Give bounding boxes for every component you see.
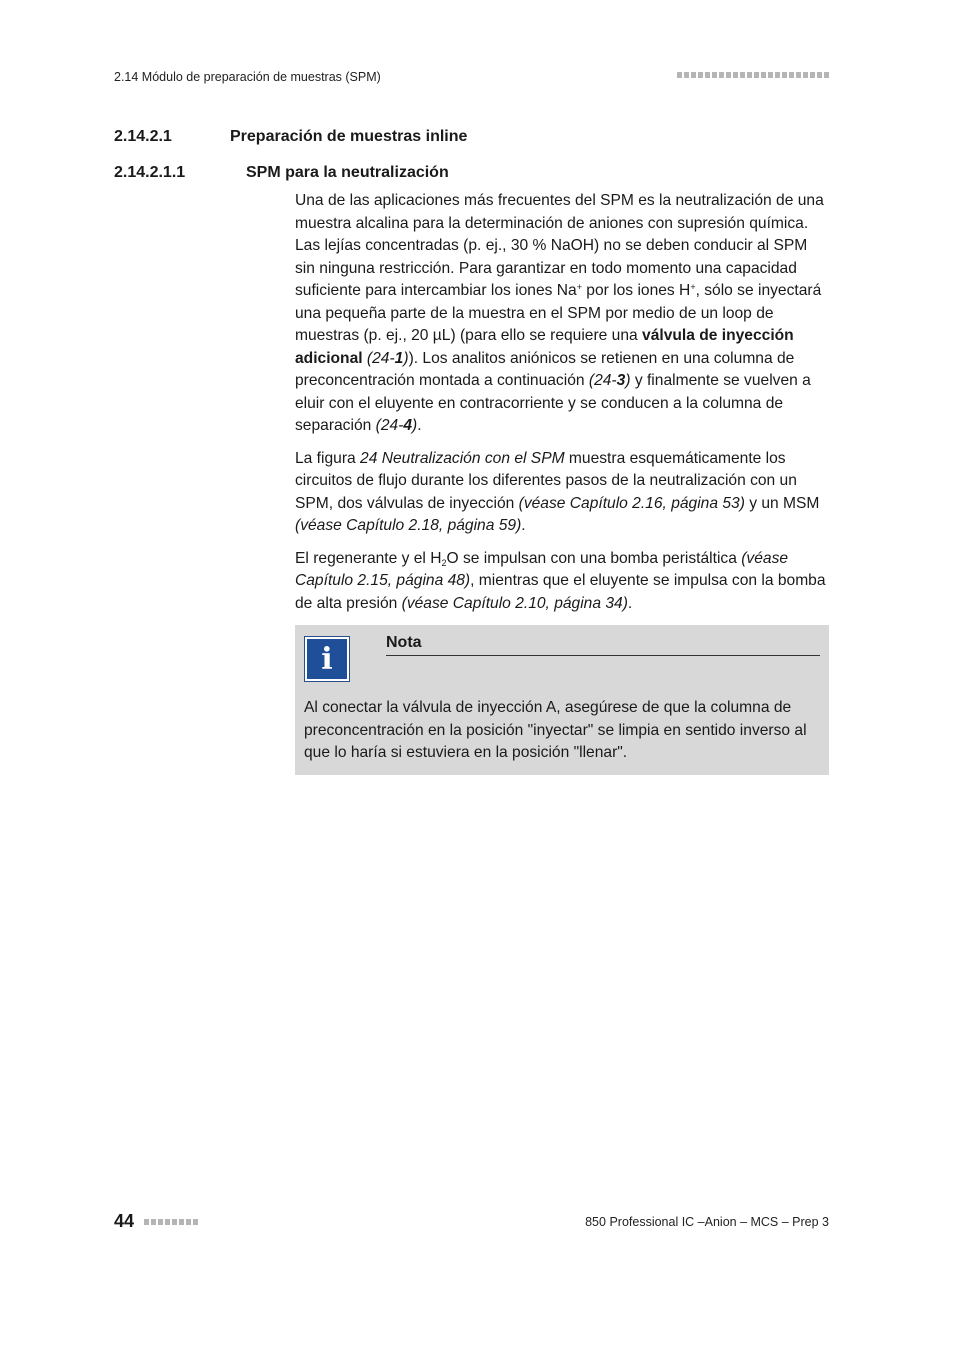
dot-square	[691, 72, 696, 78]
figure-ref-link[interactable]: (24-1)	[362, 349, 409, 367]
dot-square	[817, 72, 822, 78]
dot-square	[712, 72, 717, 78]
dot-square	[754, 72, 759, 78]
dot-square	[747, 72, 752, 78]
document-title: 850 Professional IC –Anion – MCS – Prep 3	[585, 1215, 829, 1229]
dot-square	[158, 1219, 163, 1225]
dot-square	[144, 1219, 149, 1225]
dot-square	[186, 1219, 191, 1225]
dot-square	[172, 1219, 177, 1225]
dot-square	[719, 72, 724, 78]
subsection-title: SPM para la neutralización	[246, 164, 449, 181]
dot-square	[768, 72, 773, 78]
dot-square	[782, 72, 787, 78]
dot-square	[165, 1219, 170, 1225]
dot-square	[775, 72, 780, 78]
note-box	[295, 625, 829, 775]
dot-square	[796, 72, 801, 78]
note-title: Nota	[386, 634, 820, 656]
paragraph-1: Una de las aplicaciones más frecuentes del SPM es la neutralización de una muestra alcalina para la determinación de aniones con supresión química. Las lejías concentradas (p. ej., 30 % NaOH) no se deben conducir al SPM sin ninguna restricción. Para garantizar en todo momento una capacidad suficiente para intercambiar los iones Na+ por los iones H+, sólo se inyectará una pequeña parte de la muestra en el SPM por medio de un loop de muestras (p. ej., 20 µL) (para ello se requiere una válvula de inyección adicional (24-1)). Los analitos aniónicos se retienen en una columna de preconcentración montada a continuación (24-3) y finalmente se vuelven a eluir con el eluyente en contracorriente y se conducen a la columna de separación (24-4).	[295, 192, 824, 434]
dot-square	[705, 72, 710, 78]
dot-square	[824, 72, 829, 78]
figure-link[interactable]: 24 Neutralización con el SPM	[360, 449, 565, 467]
section-title: Preparación de muestras inline	[230, 128, 468, 145]
chapter-link[interactable]: (véase Capítulo 2.15, página 48)	[295, 549, 789, 589]
dot-square	[803, 72, 808, 78]
page-number: 44	[114, 1211, 135, 1231]
dot-square	[179, 1219, 184, 1225]
info-icon: i	[304, 636, 350, 682]
dot-square	[810, 72, 815, 78]
paragraph-3: El regenerante y el $H_2O$ se impulsan con una bomba peristáltica (véase Capítulo 2.15, página 48), mientras que el eluyente se impulsa con la bomba de alta presión (véase Capítulo 2.10, página 34).	[295, 549, 826, 612]
note-text: Al conectar la válvula de inyección A, asegúrese de que la columna de preconcentración en la posición "inyectar" se limpia en sentido inverso al que lo haría si estuviera en la posición "llenar".	[304, 699, 807, 761]
section-number: 2.14.2.1	[114, 128, 172, 145]
dot-square	[761, 72, 766, 78]
subsection-heading	[114, 164, 449, 182]
section-heading	[114, 128, 467, 146]
footer-dot-bar	[144, 1219, 198, 1225]
dot-square	[789, 72, 794, 78]
dot-square	[740, 72, 745, 78]
dot-square	[684, 72, 689, 78]
running-header: 2.14 Módulo de preparación de muestras (SPM)	[114, 70, 381, 84]
chapter-link[interactable]: (véase Capítulo 2.18, página 59)	[295, 517, 522, 534]
subsection-number: 2.14.2.1.1	[114, 164, 186, 181]
dot-square	[151, 1219, 156, 1225]
figure-ref-link[interactable]: (24-3)	[588, 372, 631, 389]
dot-square	[733, 72, 738, 78]
dot-square	[698, 72, 703, 78]
header-dot-bar	[677, 72, 829, 78]
paragraph-2: La figura 24 Neutralización con el SPM muestra esquemáticamente los circuitos de flujo durante los diferentes pasos de la neutralización con un SPM, dos válvulas de inyección (véase Capítulo 2.16, página 53) y un MSM (véase Capítulo 2.18, página 59).	[295, 449, 820, 534]
body-text	[295, 190, 829, 625]
dot-square	[677, 72, 682, 78]
dot-square	[726, 72, 731, 78]
figure-ref-link[interactable]: (24-4)	[375, 417, 418, 434]
chapter-link[interactable]: (véase Capítulo 2.16, página 53)	[518, 494, 745, 512]
dot-square	[193, 1219, 198, 1225]
chapter-link[interactable]: (véase Capítulo 2.10, página 34)	[401, 594, 628, 612]
